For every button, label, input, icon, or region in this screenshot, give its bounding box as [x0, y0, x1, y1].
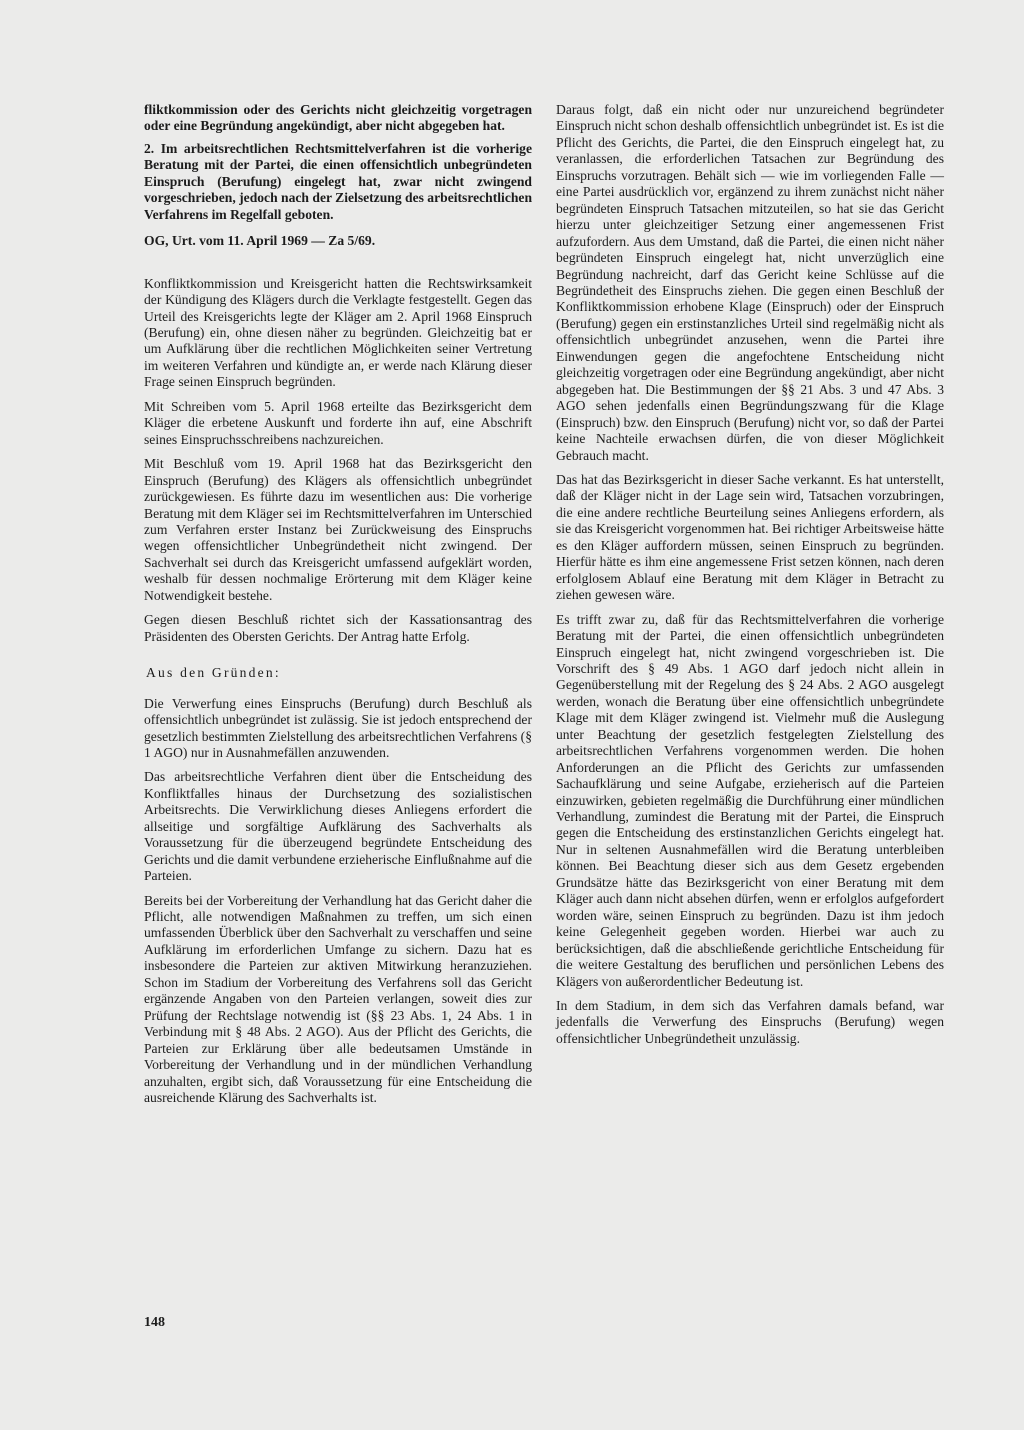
- reasons-paragraph: In dem Stadium, in dem sich das Verfahren damals befand, war jedenfalls die Verwerfung des Einspruchs (Berufung) wegen offensichtlicher Unbegründetheit unzulässig.: [556, 998, 944, 1046]
- right-column: [556, 102, 944, 1055]
- reasons-paragraph: Daraus folgt, daß ein nicht oder nur unzureichend begründeter Einspruch nicht schon deshalb offensichtlich unbegründet ist. Es ist die Pflicht des Gerichts, die Partei, die den Einspruch eingelegt hat, zu veranlassen, die erforderlichen Tatsachen zur Begründung des Einspruchs vorzutragen. Behält sich — wie im vorliegenden Falle — eine Partei ausdrücklich vor, ergänzend zu ihrem zunächst nicht näher begründeten Einspruch Tatsachen mitzuteilen, so hat sie das Gericht hierzu unter gleichzeitiger Setzung einer angemessenen Frist aufzufordern. Aus dem Umstand, daß die Partei, die einen nicht näher begründeten Einspruch eingelegt hat, nicht unverzüglich eine Begründung nachreicht, darf das Gericht keine Schlüsse auf die Begründetheit des Einspruchs ziehen. Die gegen einen Beschluß der Konfliktkommission erhobene Klage (Einspruch) oder der Einspruch (Berufung) gegen ein erstinstanzliches Urteil sind regelmäßig nicht als offensichtlich unbegründet anzusehen, wenn die Partei ihre Einwendungen gegen die angefochtene Entscheidung nicht gleichzeitig vorgetragen oder eine Begründung angekündigt, aber nicht abgegeben hat. Die Bestimmungen der §§ 21 Abs. 3 und 47 Abs. 3 AGO sehen jedenfalls einen Begründungszwang für die Klage (Einspruch) bzw. den Einspruch (Berufung) nicht vor, so daß der Partei keine Nachteile erwachsen dürfen, die von dieser Möglichkeit Gebrauch macht.: [556, 102, 944, 463]
- reasons-paragraph: Bereits bei der Vorbereitung der Verhandlung hat das Gericht daher die Pflicht, alle notwendigen Maßnahmen zu treffen, um sich einen umfassenden Überblick über den Sachverhalt zu verschaffen und seine Aufklärung im erforderlichen Umfange zu sichern. Dazu hat es insbesondere die Parteien zur aktiven Mitwirkung heranzuziehen. Schon im Stadium der Vorbereitung des Verfahrens soll das Gericht ergänzende Angaben von den Parteien verlangen, soweit dies zur Prüfung der Rechtslage notwendig ist (§§ 23 Abs. 1, 24 Abs. 1 in Verbindung mit § 48 Abs. 2 AGO). Aus der Pflicht des Gerichts, die Parteien zur Erklärung über alle bedeutsamen Umstände in Vorbereitung der Verhandlung und in der mündlichen Verhandlung anzuhalten, ergibt sich, daß Voraussetzung für eine Entscheidung die ausreichende Klärung des Sachverhalts ist.: [144, 892, 532, 1106]
- section-heading: Aus den Gründen:: [146, 665, 281, 681]
- ruling-paragraph-2: 2. Im arbeitsrechtlichen Rechtsmittelverfahren ist die vorherige Beratung mit der Partei, die einen offensichtlich unbegründeten Einspruch (Berufung) eingelegt hat, zwar nicht zwingend vorgeschrieben, jedoch nach der Zielsetzung des arbeitsrechtlichen Verfahrens im Regelfall geboten.: [144, 140, 533, 222]
- reasons-paragraph: Das arbeitsrechtliche Verfahren dient über die Entscheidung des Konfliktfalles hinaus der Durchsetzung des sozialistischen Arbeitsrechts. Die Verwirklichung dieses Anliegens erfordert die allseitige und sorgfältige Aufklärung des Sachverhalts als Voraussetzung für die überzeugend begründete Entscheidung des Gerichts und die damit verbundene erzieherische Einflußnahme auf die Parteien.: [144, 769, 532, 884]
- facts-paragraph: Gegen diesen Beschluß richtet sich der Kassationsantrag des Präsidenten des Obersten Gerichts. Der Antrag hatte Erfolg.: [144, 612, 532, 644]
- facts-paragraph: Mit Beschluß vom 19. April 1968 hat das Bezirksgericht den Einspruch (Berufung) des Klägers als offensichtlich unbegründet zurückgewiesen. Es führte dazu im wesentlichen aus: Die vorherige Beratung mit dem Kläger sei im Rechtsmittelverfahren im Unterschied zum Verfahren erster Instanz bei Zurückweisung des Einspruchs wegen offensichtlicher Unbegründetheit nicht zwingend. Der Sachverhalt sei durch das Kreisgericht umfassend aufgeklärt worden, weshalb für dessen nochmalige Erörterung mit dem Kläger keine Notwendigkeit bestehe.: [144, 456, 532, 603]
- case-citation: OG, Urt. vom 11. April 1969 — Za 5/69.: [144, 233, 376, 249]
- page-number: 148: [144, 1315, 165, 1330]
- reasons-paragraph: Die Verwerfung eines Einspruchs (Berufung) durch Beschluß als offensichtlich unbegründet ist zulässig. Sie ist jedoch entsprechend der gesetzlich bestimmten Zielstellung des arbeitsrechtlichen Verfahrens (§ 1 AGO) nur in Ausnahmefällen anzuwenden.: [144, 695, 532, 760]
- facts-paragraph: Konfliktkommission und Kreisgericht hatten die Rechtswirksamkeit der Kündigung des Klägers durch die Verklagte festgestellt. Gegen das Urteil des Kreisgerichts legte der Kläger am 2. April 1968 Einspruch (Berufung) ein, ohne diesen näher zu begründen. Gleichzeitig bat er um Aufklärung über die rechtlichen Möglichkeiten seiner Vertretung im weiteren Verfahren und kündigte an, er werde nach Klärung dieser Frage seinen Einspruch begründen.: [144, 275, 532, 390]
- ruling-paragraph-1: fliktkommission oder des Gerichts nicht gleichzeitig vorgetragen oder eine Begründung angekündigt, aber nicht abgegeben hat.: [144, 102, 532, 134]
- left-column: [144, 102, 532, 1114]
- reasons-paragraph: Es trifft zwar zu, daß für das Rechtsmittelverfahren die vorherige Beratung mit der Partei, die einen offensichtlich unbegründeten Einspruch eingelegt hat, nicht zwingend vorgeschrieben ist. Die Vorschrift des § 49 Abs. 1 AGO darf jedoch nicht allein in Gegenüberstellung mit der Regelung des § 24 Abs. 2 AGO ausgelegt werden, wonach die Beratung über eine offensichtlich unbegründete Klage mit dem Kläger zwingend ist. Vielmehr muß die Auslegung unter Beachtung der gesetzlich festgelegten Zielstellung des arbeitsrechtlichen Verfahrens vorgenommen werden. Die hohen Anforderungen an die Pflicht des Gerichts zur umfassenden Sachaufklärung und seine Aufgabe, erzieherisch auf die Parteien einzuwirken, gebieten regelmäßig die Durchführung einer mündlichen Verhandlung, zumindest die Beratung mit der Partei, die Einspruch gegen die Entscheidung des erstinstanzlichen Gerichts eingelegt hat. Nur in seltenen Ausnahmefällen wird die Beratung unterbleiben können. Bei Beachtung dieser sich aus dem Gesetz ergebenden Grundsätze hätte das Bezirksgericht von einer Beratung mit dem Kläger auch dann nicht absehen dürfen, wenn er erfolglos aufgefordert worden wäre, seinen Einspruch zu begründen. Dazu ist ihm jedoch keine Gelegenheit gegeben worden. Hierbei war auch zu berücksichtigen, daß die abschließende gerichtliche Entscheidung für die weitere Gestaltung des beruflichen und persönlichen Lebens des Klägers von außerordentlicher Bedeutung ist.: [556, 611, 944, 989]
- reasons-paragraph: Das hat das Bezirksgericht in dieser Sache verkannt. Es hat unterstellt, daß der Kläger nicht in der Lage sein wird, Tatsachen vorzubringen, die eine andere rechtliche Beurteilung seines Anliegens erfordern, als sie das Kreisgericht vorgenommen hat. Bei richtiger Arbeitsweise hätte es den Kläger auffordern müssen, seinen Einspruch zu begründen. Hierfür hätte es ihm eine angemessene Frist setzen können, nach deren erfolglosem Ablauf eine Beratung mit dem Kläger in Betracht zu ziehen gewesen wäre.: [556, 471, 944, 603]
- facts-paragraph: Mit Schreiben vom 5. April 1968 erteilte das Bezirksgericht dem Kläger die erbetene Auskunft und forderte ihn auf, eine Abschrift seines Einspruchsschreibens nachzureichen.: [144, 398, 532, 447]
